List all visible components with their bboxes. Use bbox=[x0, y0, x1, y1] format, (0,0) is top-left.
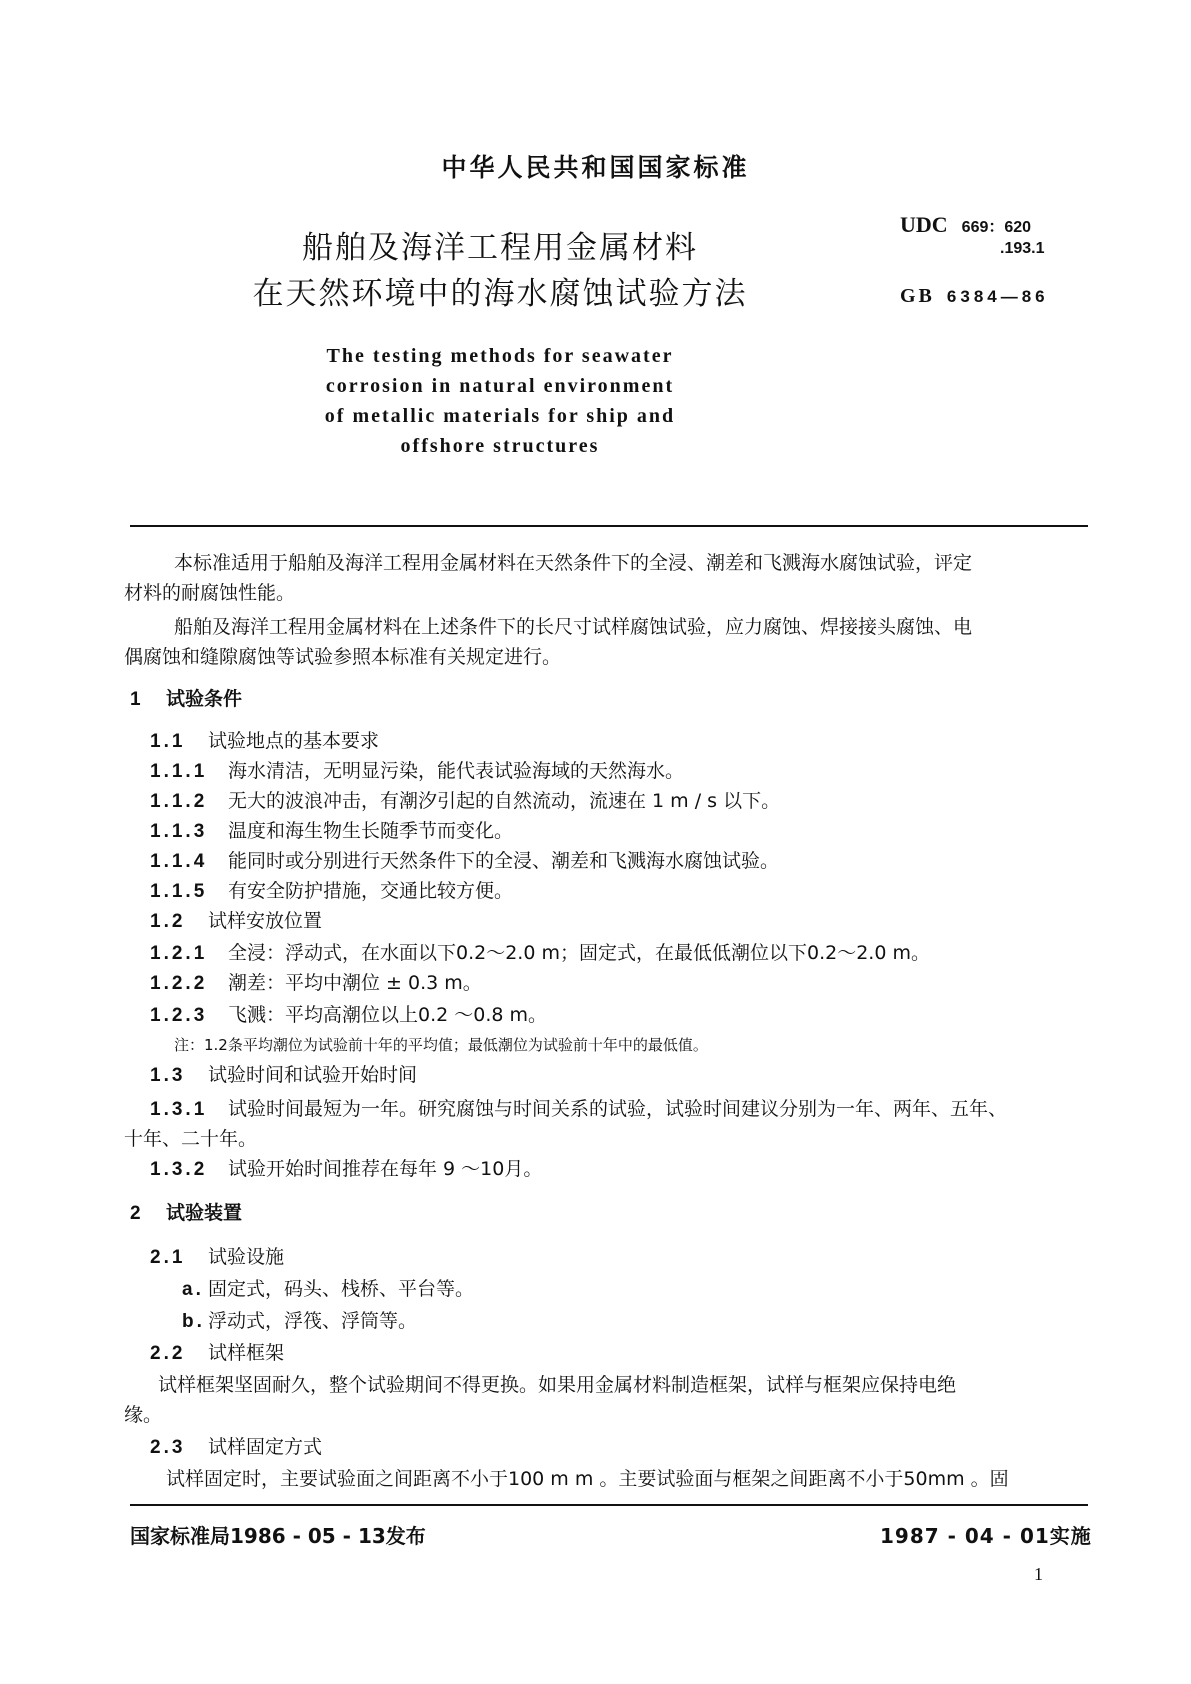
clause-2-1 bbox=[150, 1242, 284, 1269]
clause-1-2-3 bbox=[150, 1000, 547, 1027]
section-title: 试验装置 bbox=[166, 1202, 243, 1224]
clause-text: 有安全防护措施，交通比较方便。 bbox=[228, 880, 514, 902]
clause-1-1-3 bbox=[150, 816, 513, 843]
udc-code bbox=[900, 212, 1031, 238]
list-marker: a. bbox=[182, 1279, 204, 1300]
gb-label: GB bbox=[900, 285, 935, 307]
clause-text: 试验时间和试验开始时间 bbox=[208, 1064, 418, 1086]
clause-text: 海水清洁，无明显污染，能代表试验海域的天然海水。 bbox=[228, 760, 685, 782]
clause-1-3-2 bbox=[150, 1154, 542, 1181]
clause-1-1-5 bbox=[150, 876, 513, 903]
clause-1-1-2 bbox=[150, 786, 780, 813]
clause-1-3 bbox=[150, 1060, 417, 1087]
clause-2-3-paragraph: 试样固定时，主要试验面之间距离不小于100 m m 。主要试验面与框架之间距离不小于50mm 。固 bbox=[166, 1468, 1009, 1490]
clause-number: 2.3 bbox=[150, 1437, 186, 1458]
section-number: 1 bbox=[130, 689, 144, 710]
clause-1-1-1 bbox=[150, 756, 684, 783]
clause-number: 1.3 bbox=[150, 1065, 186, 1086]
udc-code-line2: .193.1 bbox=[1000, 240, 1045, 257]
clause-1-2 bbox=[150, 906, 322, 933]
clause-number: 1.3.2 bbox=[150, 1159, 208, 1180]
clause-note: 注：1.2条平均潮位为试验前十年的平均值；最低潮位为试验前十年中的最低值。 bbox=[174, 1036, 708, 1054]
page-number: 1 bbox=[1034, 1564, 1043, 1584]
clause-1-1 bbox=[150, 726, 379, 753]
clause-text: 温度和海生物生长随季节而变化。 bbox=[228, 820, 514, 842]
clause-1-1-4 bbox=[150, 846, 779, 873]
clause-text: 试样安放位置 bbox=[208, 910, 323, 932]
footer-divider bbox=[130, 1504, 1088, 1506]
clause-number: 1.1.2 bbox=[150, 791, 208, 812]
clause-1-2-2 bbox=[150, 968, 482, 995]
clause-text: 能同时或分别进行天然条件下的全浸、潮差和飞溅海水腐蚀试验。 bbox=[228, 850, 780, 872]
section-1-heading bbox=[130, 684, 242, 711]
title-en-line3: of metallic materials for ship and bbox=[324, 405, 676, 427]
udc-code-line1: 669：620 bbox=[961, 219, 1032, 236]
list-item-text: 浮动式，浮筏、浮筒等。 bbox=[208, 1310, 418, 1332]
effective-date: 1987 - 04 - 01实施 bbox=[880, 1524, 1092, 1548]
clause-text: 试验地点的基本要求 bbox=[208, 730, 380, 752]
clause-number: 2.2 bbox=[150, 1343, 186, 1364]
clause-number: 1.2.3 bbox=[150, 1005, 208, 1026]
clause-number: 1.2.2 bbox=[150, 973, 208, 994]
clause-text: 飞溅：平均高潮位以上0.2 ～0.8 m。 bbox=[228, 1004, 548, 1026]
title-en-line1: The testing methods for seawater bbox=[326, 345, 674, 367]
clause-2-2-paragraph-line1: 试样框架坚固耐久，整个试验期间不得更换。如果用金属材料制造框架，试样与框架应保持电绝 bbox=[158, 1374, 957, 1396]
list-item-a bbox=[182, 1274, 474, 1301]
clause-text: 试样框架 bbox=[208, 1342, 285, 1364]
list-item-b bbox=[182, 1306, 417, 1333]
clause-1-3-1-continuation: 十年、二十年。 bbox=[124, 1128, 258, 1150]
clause-number: 1.1.4 bbox=[150, 851, 208, 872]
clause-text: 潮差：平均中潮位 ± 0.3 m。 bbox=[228, 972, 482, 994]
clause-number: 1.2.1 bbox=[150, 943, 208, 964]
intro-paragraph-1-line1: 本标准适用于船舶及海洋工程用金属材料在天然条件下的全浸、潮差和飞溅海水腐蚀试验，评定 bbox=[174, 552, 973, 574]
udc-label: UDC bbox=[900, 212, 948, 237]
issued-date: 国家标准局1986 - 05 - 13发布 bbox=[130, 1524, 426, 1548]
section-title: 试验条件 bbox=[166, 688, 243, 710]
gb-number: 6384—86 bbox=[946, 287, 1049, 306]
title-en-line2: corrosion in natural environment bbox=[325, 375, 675, 397]
clause-number: 1.1 bbox=[150, 731, 186, 752]
title-cn-line1: 船舶及海洋工程用金属材料 bbox=[302, 230, 698, 266]
intro-paragraph-2-line2: 偶腐蚀和缝隙腐蚀等试验参照本标准有关规定进行。 bbox=[124, 646, 562, 668]
clause-number: 1.3.1 bbox=[150, 1099, 208, 1120]
list-item-text: 固定式，码头、栈桥、平台等。 bbox=[208, 1278, 475, 1300]
clause-number: 1.1.1 bbox=[150, 761, 208, 782]
list-marker: b. bbox=[182, 1311, 205, 1332]
clause-text: 试验设施 bbox=[208, 1246, 285, 1268]
clause-2-2-paragraph-line2: 缘。 bbox=[124, 1404, 163, 1426]
title-en-line4: offshore structures bbox=[400, 435, 600, 457]
clause-1-3-1 bbox=[150, 1094, 1007, 1121]
clause-number: 2.1 bbox=[150, 1247, 186, 1268]
clause-text: 试验开始时间推荐在每年 9 ～10月。 bbox=[228, 1158, 543, 1180]
intro-paragraph-1-line2: 材料的耐腐蚀性能。 bbox=[124, 582, 296, 604]
clause-number: 1.1.5 bbox=[150, 881, 208, 902]
title-cn-line2: 在天然环境中的海水腐蚀试验方法 bbox=[252, 276, 748, 312]
clause-text: 无大的波浪冲击，有潮汐引起的自然流动，流速在 1 m / s 以下。 bbox=[228, 790, 781, 812]
section-number: 2 bbox=[130, 1203, 144, 1224]
clause-text: 全浸：浮动式，在水面以下0.2～2.0 m；固定式，在最低低潮位以下0.2～2.0 m。 bbox=[228, 942, 930, 964]
clause-number: 1.2 bbox=[150, 911, 186, 932]
intro-paragraph-2-line1: 船舶及海洋工程用金属材料在上述条件下的长尺寸试样腐蚀试验，应力腐蚀、焊接接头腐蚀、电 bbox=[174, 616, 973, 638]
national-standard-heading: 中华人民共和国国家标准 bbox=[441, 153, 750, 182]
section-2-heading bbox=[130, 1198, 242, 1225]
header-divider bbox=[130, 525, 1088, 527]
gb-code bbox=[900, 285, 1049, 308]
clause-number: 1.1.3 bbox=[150, 821, 208, 842]
clause-text: 试样固定方式 bbox=[208, 1436, 323, 1458]
clause-text: 试验时间最短为一年。研究腐蚀与时间关系的试验，试验时间建议分别为一年、两年、五年、 bbox=[228, 1098, 1008, 1120]
clause-2-2 bbox=[150, 1338, 284, 1365]
clause-2-3 bbox=[150, 1432, 322, 1459]
clause-1-2-1 bbox=[150, 938, 930, 965]
